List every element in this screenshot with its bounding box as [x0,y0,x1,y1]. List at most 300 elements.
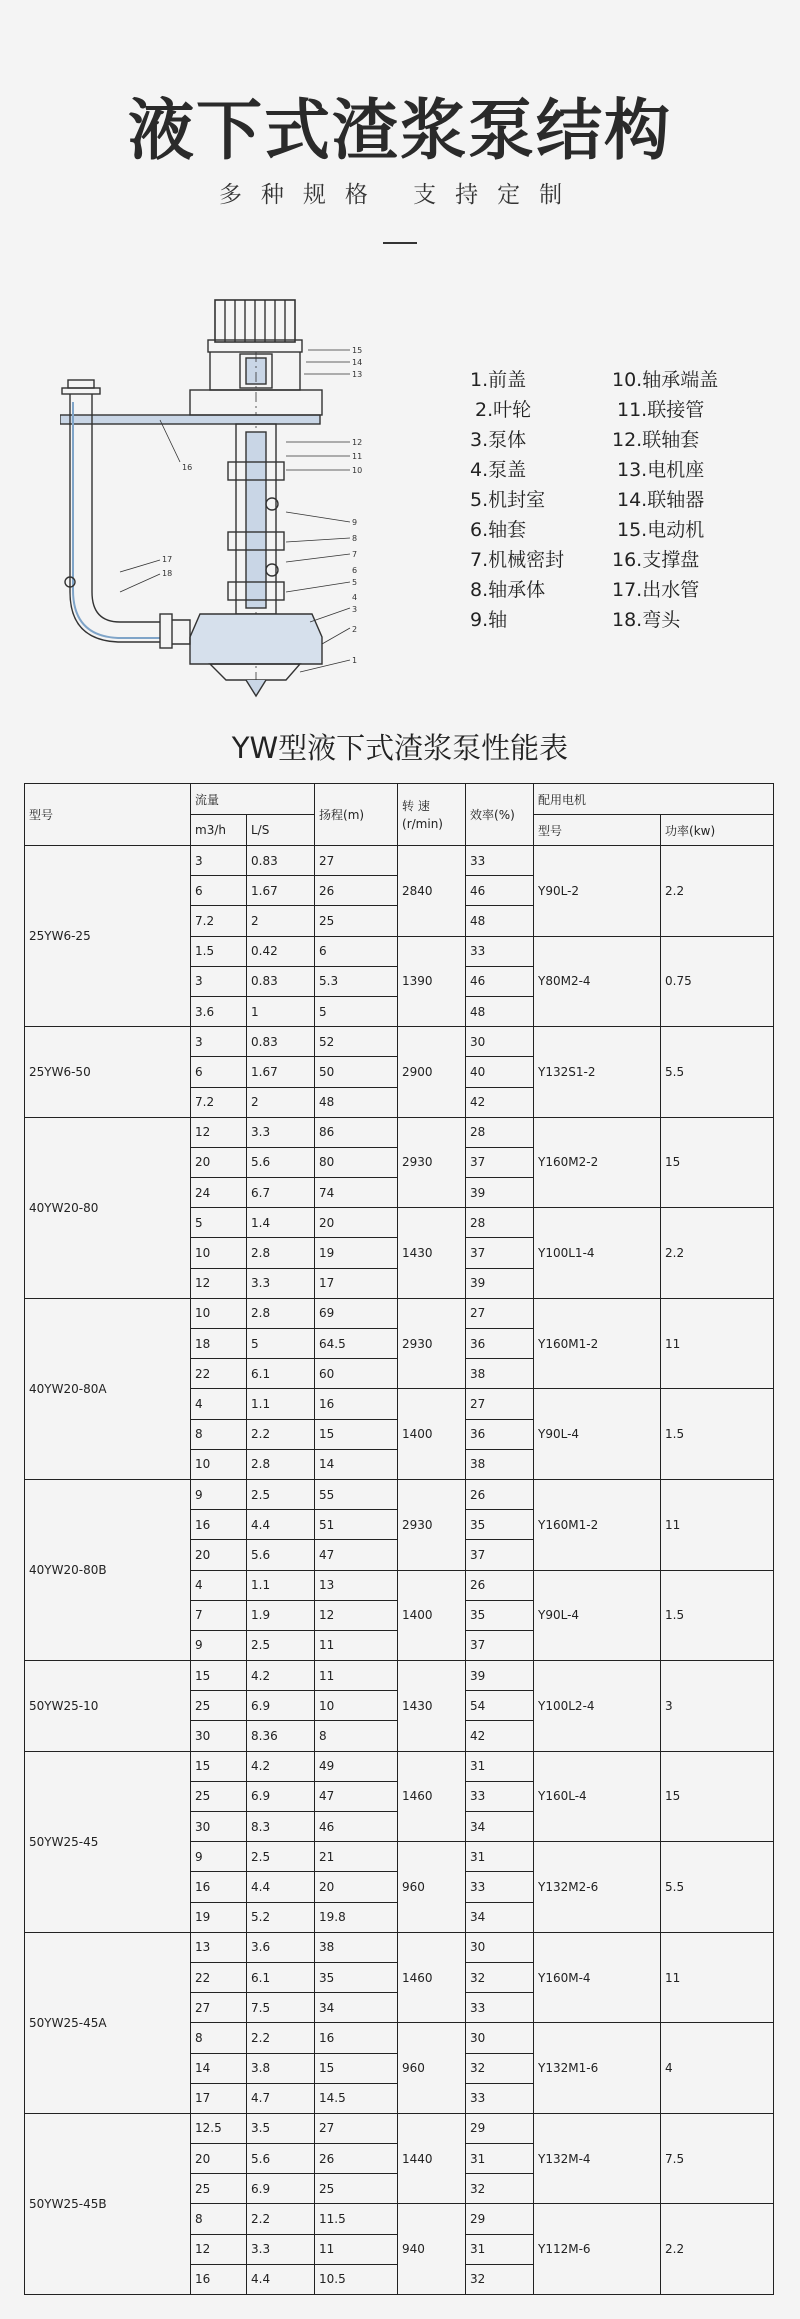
legend-left [470,365,564,635]
efficiency-cell: 39 [466,1268,534,1298]
efficiency-cell: 32 [466,1962,534,1992]
power-cell: 5.5 [661,1027,774,1118]
diagram-label-12: 12 [352,438,363,447]
efficiency-cell: 36 [466,1329,534,1359]
head-cell: 5.3 [315,966,398,996]
efficiency-cell: 30 [466,1932,534,1962]
flow-ls-cell: 5.2 [247,1902,315,1932]
head-cell: 14 [315,1449,398,1479]
legend-item: 17.出水管 [612,579,700,601]
efficiency-cell: 37 [466,1630,534,1660]
flow-ls-cell: 0.83 [247,846,315,876]
title-divider [383,242,417,244]
flow-ls-cell: 7.5 [247,1993,315,2023]
header-speed: 转 速 (r/min) [398,784,466,846]
speed-cell: 960 [398,2023,466,2114]
flow-m3h-cell: 30 [191,1812,247,1842]
motor-model-cell: Y160M1-2 [534,1298,661,1389]
flow-m3h-cell: 4 [191,1389,247,1419]
head-cell: 51 [315,1510,398,1540]
legend-item: 13.电机座 [617,459,705,481]
efficiency-cell: 39 [466,1178,534,1208]
power-cell: 0.75 [661,936,774,1027]
flow-ls-cell: 4.4 [247,2264,315,2294]
motor-model-cell: Y132M1-6 [534,2023,661,2114]
flow-m3h-cell: 20 [191,2144,247,2174]
flow-m3h-cell: 15 [191,1751,247,1781]
flow-ls-cell: 1.67 [247,1057,315,1087]
speed-cell: 2930 [398,1298,466,1389]
header-motor-model: 型号 [534,815,661,846]
flow-m3h-cell: 14 [191,2053,247,2083]
flow-m3h-cell: 3 [191,966,247,996]
motor-model-cell: Y80M2-4 [534,936,661,1027]
flow-m3h-cell: 17 [191,2083,247,2113]
header-efficiency: 效率(%) [466,784,534,846]
head-cell: 11 [315,1661,398,1691]
efficiency-cell: 29 [466,2113,534,2143]
power-cell: 3 [661,1661,774,1752]
power-cell: 4 [661,2023,774,2114]
speed-cell: 1400 [398,1389,466,1480]
flow-m3h-cell: 15 [191,1661,247,1691]
power-cell: 11 [661,1479,774,1570]
efficiency-cell: 37 [466,1540,534,1570]
flow-m3h-cell: 3.6 [191,996,247,1026]
flow-m3h-cell: 18 [191,1329,247,1359]
model-name: 25YW6-25 [25,846,191,1027]
efficiency-cell: 35 [466,1600,534,1630]
head-cell: 26 [315,876,398,906]
header-head: 扬程(m) [315,784,398,846]
flow-ls-cell: 1.1 [247,1389,315,1419]
flow-ls-cell: 6.9 [247,2174,315,2204]
efficiency-cell: 37 [466,1238,534,1268]
legend-item: 9.轴 [470,609,508,631]
speed-cell: 2840 [398,846,466,937]
legend-item: 5.机封室 [470,489,546,511]
flow-m3h-cell: 6 [191,876,247,906]
pump-structure-diagram [60,292,400,712]
speed-cell: 960 [398,1842,466,1933]
head-cell: 35 [315,1962,398,1992]
flow-m3h-cell: 16 [191,1872,247,1902]
efficiency-cell: 28 [466,1208,534,1238]
flow-ls-cell: 4.4 [247,1872,315,1902]
flow-m3h-cell: 20 [191,1540,247,1570]
head-cell: 17 [315,1268,398,1298]
flow-ls-cell: 2.5 [247,1479,315,1509]
head-cell: 86 [315,1117,398,1147]
flow-ls-cell: 2.2 [247,2204,315,2234]
page-title: 液下式渣浆泵结构 [128,92,672,169]
flow-m3h-cell: 10 [191,1238,247,1268]
efficiency-cell: 32 [466,2264,534,2294]
flow-m3h-cell: 3 [191,846,247,876]
model-name: 40YW20-80A [25,1298,191,1479]
table-row [25,846,774,876]
performance-table [24,783,774,2295]
flow-ls-cell: 2.8 [247,1238,315,1268]
flow-m3h-cell: 5 [191,1208,247,1238]
head-cell: 27 [315,846,398,876]
head-cell: 16 [315,1389,398,1419]
head-cell: 20 [315,1208,398,1238]
head-cell: 12 [315,1600,398,1630]
flow-ls-cell: 3.3 [247,1268,315,1298]
flow-m3h-cell: 25 [191,2174,247,2204]
flow-m3h-cell: 10 [191,1298,247,1328]
table-row [25,1117,774,1147]
diagram-label-13: 13 [352,370,363,379]
flow-ls-cell: 2.2 [247,1419,315,1449]
flow-ls-cell: 4.2 [247,1751,315,1781]
power-cell: 15 [661,1117,774,1208]
flow-m3h-cell: 12 [191,1268,247,1298]
table-row [25,1027,774,1057]
flow-m3h-cell: 7.2 [191,906,247,936]
diagram-label-1: 1 [352,656,358,665]
legend-right [612,365,718,635]
head-cell: 47 [315,1781,398,1811]
speed-cell: 2900 [398,1027,466,1118]
flow-ls-cell: 0.83 [247,966,315,996]
motor-model-cell: Y132M2-6 [534,1842,661,1933]
head-cell: 47 [315,1540,398,1570]
efficiency-cell: 36 [466,1419,534,1449]
flow-ls-cell: 8.3 [247,1812,315,1842]
head-cell: 11.5 [315,2204,398,2234]
speed-cell: 1460 [398,1751,466,1842]
legend-item: 18.弯头 [612,609,681,631]
efficiency-cell: 33 [466,1872,534,1902]
head-cell: 14.5 [315,2083,398,2113]
efficiency-cell: 34 [466,1902,534,1932]
diagram-label-7: 7 [352,550,358,559]
flow-ls-cell: 0.42 [247,936,315,966]
flow-ls-cell: 4.2 [247,1661,315,1691]
flow-ls-cell: 8.36 [247,1721,315,1751]
diagram-label-15: 15 [352,346,363,355]
efficiency-cell: 33 [466,2083,534,2113]
legend-item: 2.叶轮 [475,399,532,421]
efficiency-cell: 48 [466,906,534,936]
efficiency-cell: 27 [466,1389,534,1419]
flow-ls-cell: 6.7 [247,1178,315,1208]
head-cell: 50 [315,1057,398,1087]
flow-m3h-cell: 19 [191,1902,247,1932]
flow-ls-cell: 6.9 [247,1691,315,1721]
motor-model-cell: Y112M-6 [534,2204,661,2295]
efficiency-cell: 26 [466,1570,534,1600]
legend-item: 14.联轴器 [617,489,705,511]
head-cell: 64.5 [315,1329,398,1359]
legend-item: 8.轴承体 [470,579,546,601]
flow-ls-cell: 6.1 [247,1962,315,1992]
flow-m3h-cell: 6 [191,1057,247,1087]
flow-m3h-cell: 20 [191,1147,247,1177]
speed-cell: 940 [398,2204,466,2295]
table-row [25,1479,774,1509]
legend-item: 4.泵盖 [470,459,527,481]
diagram-label-14: 14 [352,358,363,367]
motor-model-cell: Y132M-4 [534,2113,661,2204]
head-cell: 15 [315,2053,398,2083]
motor-model-cell: Y160L-4 [534,1751,661,1842]
header-power: 功率(kw) [661,815,774,846]
flow-ls-cell: 5 [247,1329,315,1359]
diagram-label-6: 6 [352,566,358,575]
flow-ls-cell: 2.5 [247,1630,315,1660]
flow-ls-cell: 2 [247,1087,315,1117]
table-row [25,1661,774,1691]
power-cell: 2.2 [661,1208,774,1299]
table-row [25,1932,774,1962]
flow-ls-cell: 5.6 [247,2144,315,2174]
diagram-label-2: 2 [352,625,358,634]
power-cell: 11 [661,1298,774,1389]
diagram-label-11: 11 [352,452,363,461]
head-cell: 15 [315,1419,398,1449]
flow-ls-cell: 2.8 [247,1449,315,1479]
efficiency-cell: 33 [466,846,534,876]
flow-m3h-cell: 9 [191,1479,247,1509]
head-cell: 69 [315,1298,398,1328]
efficiency-cell: 46 [466,966,534,996]
header-flow: 流量 [191,784,315,815]
motor-model-cell: Y90L-2 [534,846,661,937]
flow-m3h-cell: 4 [191,1570,247,1600]
efficiency-cell: 30 [466,2023,534,2053]
efficiency-cell: 31 [466,2144,534,2174]
power-cell: 1.5 [661,1389,774,1480]
legend-item: 11.联接管 [617,399,705,421]
legend-item: 15.电动机 [617,519,705,541]
efficiency-cell: 40 [466,1057,534,1087]
power-cell: 2.2 [661,2204,774,2295]
model-name: 50YW25-45A [25,1932,191,2113]
head-cell: 11 [315,2234,398,2264]
model-name: 40YW20-80 [25,1117,191,1298]
head-cell: 49 [315,1751,398,1781]
power-cell: 2.2 [661,846,774,937]
efficiency-cell: 33 [466,1993,534,2023]
header-model: 型号 [25,784,191,846]
power-cell: 15 [661,1751,774,1842]
efficiency-cell: 32 [466,2174,534,2204]
head-cell: 25 [315,906,398,936]
model-name: 50YW25-45B [25,2113,191,2294]
table-row [25,2113,774,2143]
power-cell: 11 [661,1932,774,2023]
flow-m3h-cell: 1.5 [191,936,247,966]
head-cell: 60 [315,1359,398,1389]
flow-m3h-cell: 9 [191,1842,247,1872]
flow-m3h-cell: 27 [191,1993,247,2023]
efficiency-cell: 48 [466,996,534,1026]
diagram-label-3: 3 [352,605,358,614]
efficiency-cell: 31 [466,2234,534,2264]
efficiency-cell: 54 [466,1691,534,1721]
diagram-label-5: 5 [352,578,358,587]
legend-item: 12.联轴套 [612,429,700,451]
efficiency-cell: 29 [466,2204,534,2234]
header-flow-m3h: m3/h [191,815,247,846]
head-cell: 10.5 [315,2264,398,2294]
flow-ls-cell: 6.1 [247,1359,315,1389]
legend-item: 16.支撑盘 [612,549,700,571]
header-flow-ls: L/S [247,815,315,846]
speed-cell: 1460 [398,1932,466,2023]
diagram-label-9: 9 [352,518,358,527]
head-cell: 21 [315,1842,398,1872]
flow-ls-cell: 3.6 [247,1932,315,1962]
flow-m3h-cell: 12 [191,1117,247,1147]
legend-item: 10.轴承端盖 [612,369,719,391]
flow-ls-cell: 4.7 [247,2083,315,2113]
model-name: 40YW20-80B [25,1479,191,1660]
head-cell: 80 [315,1147,398,1177]
efficiency-cell: 33 [466,1781,534,1811]
model-name: 50YW25-45 [25,1751,191,1932]
head-cell: 19.8 [315,1902,398,1932]
efficiency-cell: 38 [466,1359,534,1389]
flow-m3h-cell: 8 [191,2023,247,2053]
flow-ls-cell: 3.5 [247,2113,315,2143]
efficiency-cell: 33 [466,936,534,966]
head-cell: 8 [315,1721,398,1751]
diagram-label-18: 18 [162,569,173,578]
speed-cell: 1430 [398,1661,466,1752]
flow-m3h-cell: 3 [191,1027,247,1057]
table-title: YW型液下式渣浆泵性能表 [231,731,569,765]
diagram-label-16: 16 [182,463,193,472]
efficiency-cell: 42 [466,1721,534,1751]
flow-m3h-cell: 30 [191,1721,247,1751]
head-cell: 16 [315,2023,398,2053]
head-cell: 19 [315,1238,398,1268]
model-name: 50YW25-10 [25,1661,191,1752]
speed-cell: 1440 [398,2113,466,2204]
flow-m3h-cell: 22 [191,1962,247,1992]
flow-m3h-cell: 24 [191,1178,247,1208]
motor-model-cell: Y100L2-4 [534,1661,661,1752]
flow-m3h-cell: 9 [191,1630,247,1660]
speed-cell: 1430 [398,1208,466,1299]
flow-m3h-cell: 25 [191,1691,247,1721]
motor-model-cell: Y160M-4 [534,1932,661,2023]
power-cell: 5.5 [661,1842,774,1933]
head-cell: 55 [315,1479,398,1509]
flow-ls-cell: 3.8 [247,2053,315,2083]
flow-ls-cell: 1.4 [247,1208,315,1238]
head-cell: 26 [315,2144,398,2174]
motor-model-cell: Y90L-4 [534,1389,661,1480]
legend-item: 7.机械密封 [470,549,565,571]
flow-ls-cell: 2.8 [247,1298,315,1328]
flow-m3h-cell: 7.2 [191,1087,247,1117]
power-cell: 7.5 [661,2113,774,2204]
flow-ls-cell: 1.1 [247,1570,315,1600]
model-name: 25YW6-50 [25,1027,191,1118]
flow-m3h-cell: 8 [191,1419,247,1449]
power-cell: 1.5 [661,1570,774,1661]
head-cell: 10 [315,1691,398,1721]
diagram-label-8: 8 [352,534,358,543]
efficiency-cell: 28 [466,1117,534,1147]
flow-m3h-cell: 12.5 [191,2113,247,2143]
speed-cell: 1390 [398,936,466,1027]
flow-m3h-cell: 25 [191,1781,247,1811]
flow-m3h-cell: 13 [191,1932,247,1962]
flow-m3h-cell: 10 [191,1449,247,1479]
head-cell: 27 [315,2113,398,2143]
flow-ls-cell: 2 [247,906,315,936]
efficiency-cell: 34 [466,1812,534,1842]
head-cell: 20 [315,1872,398,1902]
flow-ls-cell: 4.4 [247,1510,315,1540]
speed-cell: 2930 [398,1117,466,1208]
efficiency-cell: 30 [466,1027,534,1057]
legend-item: 3.泵体 [470,429,527,451]
head-cell: 6 [315,936,398,966]
flow-ls-cell: 2.2 [247,2023,315,2053]
efficiency-cell: 37 [466,1147,534,1177]
head-cell: 48 [315,1087,398,1117]
flow-ls-cell: 6.9 [247,1781,315,1811]
efficiency-cell: 35 [466,1510,534,1540]
flow-ls-cell: 1.9 [247,1600,315,1630]
diagram-label-4: 4 [352,593,358,602]
head-cell: 38 [315,1932,398,1962]
motor-model-cell: Y132S1-2 [534,1027,661,1118]
table-row [25,1298,774,1328]
efficiency-cell: 31 [466,1751,534,1781]
head-cell: 5 [315,996,398,1026]
head-cell: 13 [315,1570,398,1600]
flow-m3h-cell: 22 [191,1359,247,1389]
head-cell: 46 [315,1812,398,1842]
head-cell: 34 [315,1993,398,2023]
flow-ls-cell: 1.67 [247,876,315,906]
head-cell: 11 [315,1630,398,1660]
head-cell: 25 [315,2174,398,2204]
flow-m3h-cell: 12 [191,2234,247,2264]
flow-ls-cell: 2.5 [247,1842,315,1872]
efficiency-cell: 39 [466,1661,534,1691]
diagram-label-17: 17 [162,555,173,564]
flow-ls-cell: 3.3 [247,2234,315,2264]
flow-ls-cell: 1 [247,996,315,1026]
efficiency-cell: 26 [466,1479,534,1509]
flow-m3h-cell: 7 [191,1600,247,1630]
motor-model-cell: Y160M2-2 [534,1117,661,1208]
header-motor: 配用电机 [534,784,774,815]
speed-cell: 2930 [398,1479,466,1570]
page-subtitle: 多种规格 支持定制 [218,182,582,208]
efficiency-cell: 32 [466,2053,534,2083]
efficiency-cell: 31 [466,1842,534,1872]
flow-m3h-cell: 8 [191,2204,247,2234]
efficiency-cell: 38 [466,1449,534,1479]
table-row [25,1751,774,1781]
efficiency-cell: 42 [466,1087,534,1117]
head-cell: 74 [315,1178,398,1208]
flow-ls-cell: 5.6 [247,1147,315,1177]
motor-model-cell: Y160M1-2 [534,1479,661,1570]
flow-m3h-cell: 16 [191,1510,247,1540]
head-cell: 52 [315,1027,398,1057]
